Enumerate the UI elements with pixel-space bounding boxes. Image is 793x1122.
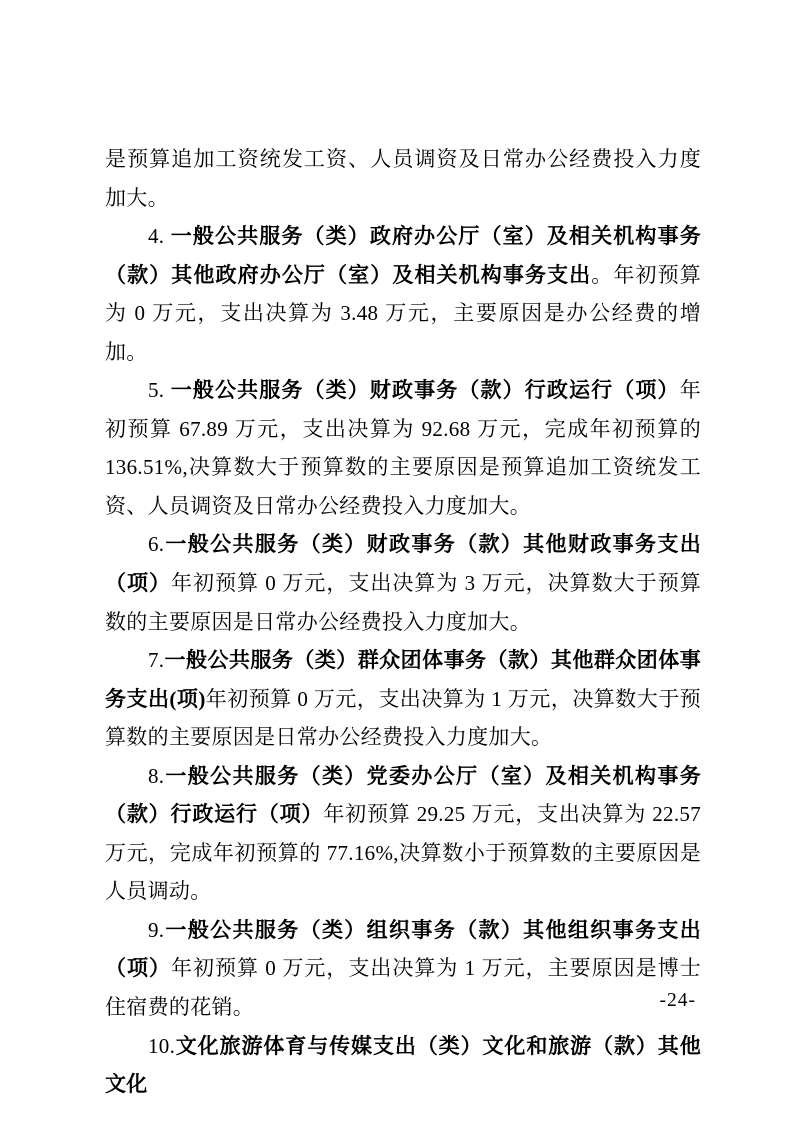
text-run: 4. [148, 224, 171, 249]
heading-run: 一般公共服务（类）财政事务（款）其他财政事务支出（项） [105, 532, 701, 596]
heading-run: 一般公共服务（类）政府办公厅（室）及相关机构事务（款）其他政府办公厅（室）及相关机构事务支出 [105, 224, 701, 287]
text-run: 年初预算 0 万元，支出决算为 1 万元，决算数大于预算数的主要原因是日常办公经费投入力度加大。 [105, 686, 701, 750]
text-run: 9. [148, 917, 165, 942]
text-run: 。年初预算为 0 万元，支出决算为 3.48 万元，主要原因是办公经费的增加。 [105, 262, 701, 364]
heading-run: 一般公共服务（类）财政事务（款）行政运行（项） [170, 378, 680, 403]
text-run: 是预算追加工资统发工资、人员调资及日常办公经费投入力度加大。 [105, 147, 701, 210]
text-run: 年初预算 67.89 万元，支出决算为 92.68 万元，完成年初预算的 136.51%,决算数大于预算数的主要原因是预算追加工资统发工资、人员调资及日常办公经费投入力度加大。 [105, 378, 701, 518]
heading-run: 一般公共服务（类）组织事务（款）其他组织事务支出（项） [105, 917, 701, 981]
paragraph [105, 371, 701, 525]
text-run: 7. [148, 648, 165, 673]
heading-run: 一般公共服务（类）群众团体事务（款）其他群众团体事务支出(项) [105, 648, 701, 711]
paragraph [105, 757, 701, 911]
paragraph [105, 1027, 701, 1104]
paragraph [105, 140, 701, 217]
page-number: -24- [659, 990, 696, 1011]
heading-run: 文化旅游体育与传媒支出（类）文化和旅游（款）其他文化 [105, 1033, 701, 1097]
paragraph [105, 911, 701, 1027]
paragraph [105, 217, 701, 371]
text-run: 年初预算 29.25 万元，支出决算为 22.57 万元，完成年初预算的 77.16%,决算数小于预算数的主要原因是人员调动。 [105, 802, 702, 904]
document-body [105, 140, 701, 1104]
text-run: 5. [148, 378, 171, 403]
text-run: 年初预算 0 万元，支出决算为 1 万元，主要原因是博士住宿费的花销。 [105, 956, 701, 1020]
text-run: 8. [148, 763, 165, 788]
text-run: 6. [148, 532, 165, 557]
paragraph [105, 641, 701, 757]
text-run: 年初预算 0 万元，支出决算为 3 万元，决算数大于预算数的主要原因是日常办公经费投入力度加大。 [105, 571, 701, 634]
text-run: 10. [148, 1033, 176, 1058]
paragraph [105, 525, 701, 641]
heading-run: 一般公共服务（类）党委办公厅（室）及相关机构事务（款）行政运行（项） [105, 763, 701, 827]
